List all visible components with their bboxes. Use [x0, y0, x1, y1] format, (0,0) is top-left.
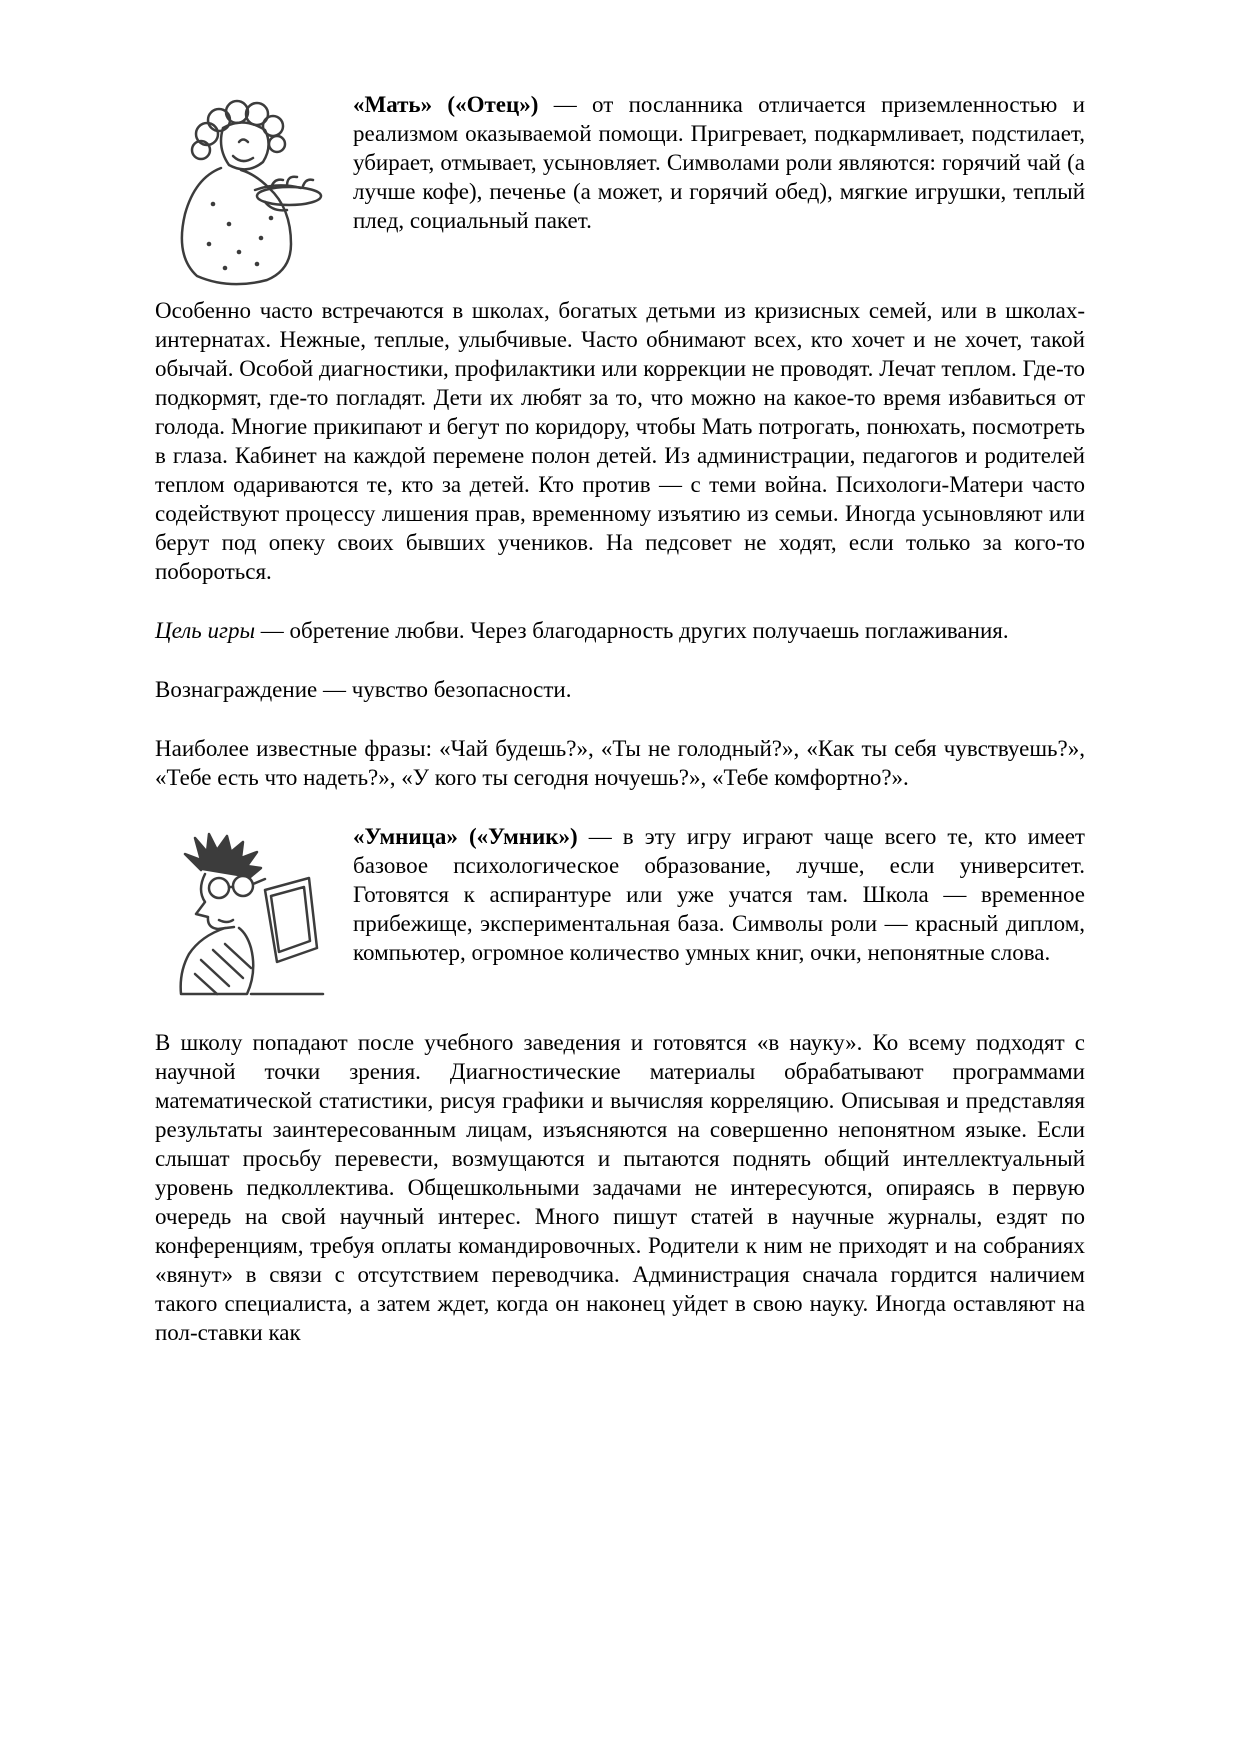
clever-role-title: «Умница» («Умник») [353, 824, 578, 849]
goal-label: Цель игры [155, 618, 256, 643]
mother-reward-paragraph: Вознаграждение — чувство безопасности. [155, 677, 572, 702]
section-mother [155, 90, 1085, 296]
mother-cartoon-icon [167, 92, 339, 290]
scholar-cartoon-illustration [167, 824, 339, 1022]
scholar-cartoon-icon [167, 824, 339, 1022]
goal-text: — обретение любви. Через благодарность других получаешь поглаживания. [255, 618, 1009, 643]
clever-lead-text: — в эту игру играют чаще всего те, кто имеет базовое психологическое образование, лучше, если университет. Готовятся к аспирантуре или уже учатся там. Школа — временное прибежище, экспериментальная база. Символы роли — красный диплом, компьютер, огромное количество умных книг, очки, непонятные слова. [353, 824, 1085, 965]
mother-cartoon-illustration [167, 92, 339, 290]
section-clever [155, 822, 1085, 1028]
mother-goal-paragraph [155, 616, 1085, 645]
mother-body-paragraph: Особенно часто встречаются в школах, богатых детьми из кризисных семей, или в школах-интернатах. Нежные, теплые, улыбчивые. Часто обнимают всех, кто хочет и не хочет, такой обычай. Особой диагностики, профилактики или коррекции не проводят. Лечат теплом. Где-то подкормят, где-то погладят. Дети их любят за то, что можно на какое-то время избавиться от голода. Многие прикипают и бегут по коридору, чтобы Мать потрогать, понюхать, посмотреть в глаза. Кабинет на каждой перемене полон детей. Из администрации, педагогов и родителей теплом одариваются те, кто за детей. Кто против — с теми война. Психологи-Матери часто содействуют процессу лишения прав, временному изъятию из семьи. Иногда усыновляют или берут под опеку своих бывших учеников. На педсовет не ходят, если только за кого-то побороться. [155, 298, 1085, 584]
clever-body-paragraph: В школу попадают после учебного заведения и готовятся «в науку». Ко всему подходят с научной точки зрения. Диагностические материалы обрабатывают программами математической статистики, рисуя графики и вычисляя корреляцию. Описывая и представляя результаты заинтересованным лицам, изъясняются на совершенно непонятном языке. Если слышат просьбу перевести, возмущаются и пытаются поднять общий интеллектуальный уровень педколлектива. Общешкольными задачами не интересуются, опираясь в первую очередь на свой научный интерес. Много пишут статей в научные журналы, ездят по конференциям, требуя оплаты командировочных. Родители к ним не приходят и на собраниях «вянут» в связи с отсутствием переводчика. Администрация сначала гордится наличием такого специалиста, а затем ждет, когда он наконец уйдет в свою науку. Иногда оставляют на пол-ставки как [155, 1030, 1085, 1345]
mother-role-title: «Мать» («Отец») [353, 92, 539, 117]
mother-lead-text: — от посланника отличается приземленностью и реализмом оказываемой помощи. Пригревает, подкармливает, подстилает, убирает, отмывает, усыновляет. Символами роли являются: горячий чай (а лучше кофе), печенье (а может, и горячий обед), мягкие игрушки, теплый плед, социальный пакет. [353, 92, 1085, 233]
mother-phrases-paragraph: Наиболее известные фразы: «Чай будешь?», «Ты не голодный?», «Как ты себя чувствуешь?», «Тебе есть что надеть?», «У кого ты сегодня ночуешь?», «Тебе комфортно?». [155, 736, 1085, 790]
